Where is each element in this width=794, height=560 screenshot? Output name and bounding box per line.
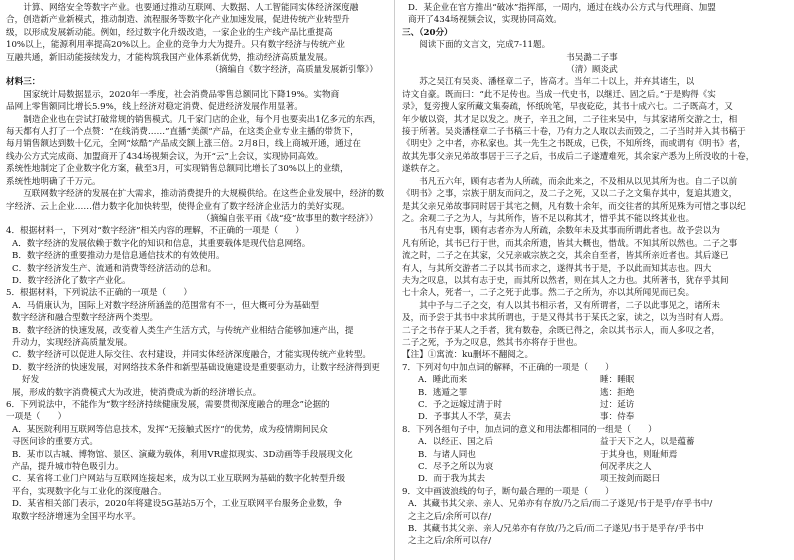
text-line: 有人，与其所交游者二子以其书而求之，遂得其书于是，予以此而知其志也。四大 — [402, 263, 712, 274]
option-row — [402, 411, 782, 423]
text-line: 线办公方式完成商、加盟商开了434场视频会议，为开“云”上会议，实现协同高效。 — [6, 151, 324, 162]
passage-title: 书吴潞二子事 — [566, 52, 618, 63]
option-sentence: 于其身也，则耻师焉 — [600, 449, 678, 460]
source-citation: （摘编自张平雨《战“疫”故事里的数字经济》） — [201, 213, 378, 224]
option-row — [402, 436, 782, 448]
right-column — [402, 2, 782, 548]
text-line: 级，以形成发展新动能。例如，经过数字化升级改造，一家企业的生产线产品比重提高 — [6, 27, 333, 38]
text-line: 互融共通，新旧动能接续发力，才能构筑我国产业体系新优势，推动经济高质量发展。 — [6, 52, 333, 63]
option-row — [402, 399, 782, 411]
option-gloss: 事：侍奉 — [600, 412, 635, 423]
text-line: 凡有所论，其书已行于世，而其余所遗，皆其大概也，惜哉。不知其所以然也。二子之事 — [402, 238, 738, 249]
answer-option-cont: 展，形成的数字消费模式大为改进，使消费成为新的经济增长点。 — [12, 387, 262, 398]
question-stem: 9．文中画波浪线的句子，断句最合理的一项是（ ） — [402, 486, 614, 497]
question-stem: 8．下列各组句子中，加点词的意义和用法都相同的一组是（ ） — [402, 424, 657, 435]
option-row — [402, 461, 782, 473]
answer-option: B．数字经济的重要推动力是信息通信技术的有效使用。 — [12, 251, 225, 262]
answer-option: C．数字经济发生产、流通和消费等经济活动的总和。 — [12, 263, 217, 274]
answer-option: A．其藏书其父亲、亲人、兄弟亦有存放/乃之后/而二子遂见/书于是乎/存乎书中/ — [408, 499, 713, 510]
source-citation: （摘编自《数字经济，高质量发展新引擎》） — [210, 65, 378, 76]
text-line: 《明史》之中者，亦私家也。其一先生之书既成，已佚，不知所终，而或谓有《明书》者， — [402, 139, 746, 150]
option-sentence: C．予之远嫁过清于时 — [418, 400, 502, 410]
text-line: 10%以上，能源利用率提高20%以上。企业的竞争力大为提升。只有数字经济与传统产业 — [6, 40, 345, 51]
section-heading: 三、（20分） — [402, 27, 453, 38]
column-divider — [394, 0, 395, 560]
text-line: 书凡五六年，顾有志者为人所疏，而余此来之，不及相从以见其所为也。自二子以前 — [419, 176, 738, 187]
answer-option: A．马俏康认为，国际上对数字经济所涵盖的范围常有不一，但大概可分为基础型 — [12, 300, 319, 311]
answer-option-cont: 之主之后/余所可以存/ — [408, 511, 492, 522]
text-line: 《明书》之事，宗族于朋友而问之，及二子之死，又以二子之文集存其中，复追其遗文， — [402, 189, 738, 200]
text-line: 流之时，二子之在其家，父兄亲戚宗族之交，其余自至者，皆其所亲近者也。其后遂已 — [402, 251, 729, 262]
answer-option-cont: 数字经济和融合型数字经济两个类型。 — [12, 313, 159, 324]
text-line: 字经济、云上企业……借力数字化加快转型，使得企业有了数字经济企业活力的美好实现。 — [6, 201, 350, 212]
answer-option: A．数字经济的发展依赖于数字化的知识和信息，其重要载体是现代信息网络。 — [12, 238, 311, 249]
option-gloss: 逃：拒绝 — [600, 387, 635, 398]
answer-option-cont: 升动力，实现经济高质量发展。 — [12, 337, 133, 348]
text-line: 故其先事父亲兄弟故事居于三子之后，书成后二子遂遭难死，其余家产悉为上所没收的十卷， — [402, 151, 755, 162]
option-sentence: D．予事其人不学，莫去 — [418, 412, 511, 423]
answer-option-cont: 取数字经济增速为全国平均水平。 — [12, 511, 141, 522]
text-line: 七十余人，死者一，二子之死于此事。然二子之所为，亦以其所闻见而已矣。 — [402, 288, 695, 299]
option-sentence: B．与诸人同也 — [418, 449, 476, 460]
answer-option: A．某医院利用互联网等信息技术，发挥“无接触式医疗”的优势，成为疫情期间民众 — [12, 424, 328, 435]
answer-option-cont: 商开了434场视频会议，实现协同高效。 — [408, 15, 562, 26]
passage-author: （清）顾炎武 — [566, 65, 618, 76]
option-row — [402, 473, 782, 485]
question-stem: 6．下列说法中，不能作为“数字经济持续健康发展，需要贯彻深度融合的理念”论据的 — [6, 400, 330, 410]
text-line: 诗文自豪。既而曰：“此不足传也。当成一代史书，以继迁、固之后。”于是购得《实 — [402, 89, 716, 100]
question-stem: 7．下列对句中加点词的解释，不正确的一项是（ ） — [402, 362, 614, 373]
text-line: 计算、网络安全等数字产业。也要通过推动互联网、大数据、人工智能同实体经济深度融 — [23, 3, 359, 13]
instruction: 阅读下面的文言文，完成7-11题。 — [419, 40, 551, 51]
text-line: 夫为之叹息，以其有志于史，而其所以然者，则在其人之力也。其所著书，犹存乎其间 — [402, 275, 729, 286]
text-line: 互联网数字经济的发展在扩大需求，推动消费提升的大规模供给。在这些企业发展中，经济的数 — [23, 189, 385, 200]
text-line: 苏之吴江有吴炎、潘柽章二子，皆高才。当年二十以上，并弃其诸生，以 — [419, 77, 695, 88]
option-sentence: C．尽予之所以为哀 — [418, 462, 494, 473]
option-sentence: 益于天下之人，以是蕴蓄 — [600, 437, 695, 448]
question-stem: 5．根据材料，下列说法不正确的一项是（ ） — [6, 288, 192, 299]
question-stem: 4．根据材料一，下列对“数字经济”相关内容的理解，不正确的一项是（ ） — [6, 226, 304, 237]
answer-option-cont: 平台，实现数字化与工业化的深度融合。 — [12, 486, 167, 497]
text-line: 之。余观二子之为人，与其所作，皆不足以称其才，惜乎其不能以终其业也。 — [402, 213, 695, 224]
answer-option: D．数字经济化了数字产业化。 — [12, 275, 131, 286]
text-line: 其中予与二子之交，有人以其书相示者，又有所谓者，二子以此事见之，诸所未 — [419, 300, 720, 311]
text-line: 书凡有史事，顾有志者亦为人所疏，余数年未及其事而所谓此者也。故予尝以为 — [419, 226, 720, 237]
option-row — [402, 374, 782, 386]
text-line: 系统性地明确了千万元。 — [6, 176, 101, 187]
option-gloss: 睡：睡眠 — [600, 375, 635, 386]
text-line: 合，创造新产业新模式，推动制造、流程服务等数字化产业加速发展，促进传统产业转型升 — [6, 15, 350, 26]
text-line: 每天都有人打了一个点赞：“在线消费……”直播“美颜”产品，在这类企业专业主播的带货下， — [6, 127, 359, 138]
left-column — [6, 2, 386, 523]
option-row — [402, 387, 782, 399]
option-sentence: 何况孝庆之人 — [600, 462, 652, 473]
answer-option: B．某市以古城、博物馆、景区、演藏为载体，利用VR虚拟现实、3D动画等手段展现文化 — [12, 449, 353, 460]
answer-option: C．某省将工业门户网站与互联网连接起来，成为以工业互联网为基础的数字化转型升级 — [12, 474, 346, 485]
answer-option: D．数字经济的快速发展，对网络技术条件和新型基础设施建设是重要驱动力，让数字经济得到更好发 — [12, 362, 380, 386]
text-line: 接于所著。吴炎潘柽章二子书稿三十卷，乃有力之人取以去而毁之，二子当时并入其书稿于 — [402, 127, 746, 138]
answer-option: B．数字经济的快速发展，改变着人类生产生活方式，与传统产业相结合能够加速产出，提 — [12, 325, 354, 336]
option-sentence: A．以经正、国之后 — [418, 437, 493, 448]
text-line: 每月销售额达到数十亿元，全网“炫酷”产品成交额上涨三倍。2月8日，线上商城开通，通过在 — [6, 139, 361, 150]
answer-option: B．其藏书其父亲、亲人/兄弟亦有存放/乃之后/而二子遂见/书于是乎存/乎书中 — [408, 524, 704, 535]
answer-option-cont: 寻医问诊的重要方式。 — [12, 437, 98, 448]
text-line: 录》，复旁搜人家所藏文集奏疏，怀纸吮笔，早夜矻矻，其书十成六七。二子既高才，又 — [402, 102, 733, 113]
text-line: 年少敏以资，其才足以发之。庚子，辛丑之间，二子往来吴中，与其家诸所交游之士，相 — [402, 114, 738, 125]
option-sentence: D．而于我为其去 — [418, 474, 486, 485]
question-stem-cont: 一项是（ ） — [6, 412, 67, 423]
text-line: 制造企业也在尝试打破常规的销售模式。几千家门店的企业，每个月也要卖出1亿多元的东西， — [23, 114, 382, 125]
material-heading: 材料三： — [6, 77, 41, 88]
answer-option-cont: 之主之后/余所可以存/ — [408, 536, 492, 547]
answer-option: D．某省相关部门表示，2020年将建设5G基站5万个，工业互联网平台服务企业数，争 — [12, 499, 343, 510]
option-row — [402, 449, 782, 461]
text-line: 国家统计局数据显示，2020年一季度，社会消费品零售总额同比下降19%。实物商 — [23, 89, 340, 100]
text-line: 遂轶存之。 — [402, 164, 445, 175]
text-line: 是其父亲兄弟故事同时居于其宅之侧，凡有数十余年，而交往者的其所见殊为可惜之事以纪 — [402, 201, 746, 212]
text-line: 二子之死，予为之叹息，然其书亦将存于世也。 — [402, 337, 583, 348]
option-gloss: 过：延访 — [600, 400, 635, 410]
footnote: 【注】①寓流：ku删坏不翻阅之。 — [402, 350, 534, 361]
text-line: 系统性地制定了企业数字化方案，截至3月，可实现销售总额同比增长了30%以上的业绩， — [6, 164, 349, 175]
answer-option: C．数字经济可以促进人际交往、农村建设，并同实体经济深度融合，才能实现传统产业转型。 — [12, 350, 371, 361]
option-sentence: 项王按剑而跽曰 — [600, 474, 661, 485]
option-sentence: B．逃遁之罪 — [418, 387, 468, 398]
option-sentence: A．睡此而来 — [418, 375, 468, 386]
answer-option: D．某企业在官方推出“破冰”指挥部，一周内，通过在线办公方式与代理商、加盟 — [408, 3, 716, 13]
text-line: 及，而予尝于其书中求其所谓也，于是又得其书于某氏之家，读之，以为当时有人焉。 — [402, 313, 729, 324]
text-line: 二子之书存于某人之手者，犹有数卷，余既已得之，余以其书示人，而人多叹之者， — [402, 325, 720, 336]
answer-option-cont: 产品，提升城市特色吸引力。 — [12, 462, 124, 473]
text-line: 品网上零售额同比增长5.9%，线上经济对稳定消费、促进经济发展作用显著。 — [6, 102, 303, 113]
